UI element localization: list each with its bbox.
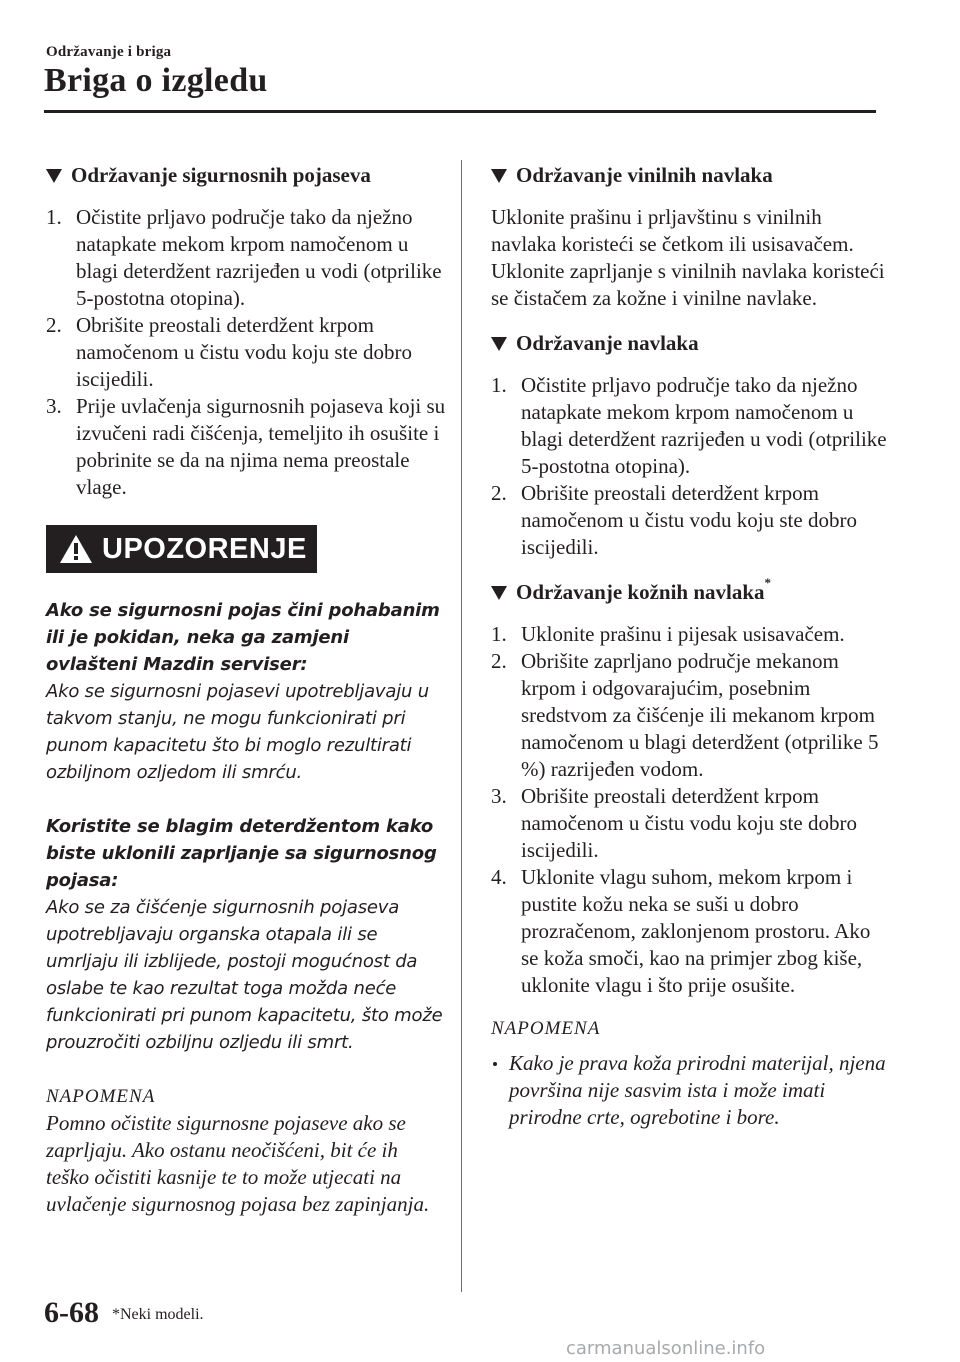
list-item: 2. Obrišite preostali deterdžent krpom namočenom u čistu vodu koju ste dobro iscijedili. xyxy=(491,481,857,559)
footnote: *Neki modeli. xyxy=(112,1306,204,1323)
warning-text-1: Ako se sigurnosni pojasevi upotrebljavaju u takvom stanju, ne mogu funkcionirati pri punom kapacitetu što bi moglo rezultirati ozbiljnom ozljedom ili smrću. xyxy=(46,681,429,783)
watermark: carmanualsonline.info xyxy=(566,1338,766,1359)
left-note xyxy=(46,1083,446,1218)
vinyl-paragraph-2: Uklonite zaprljanje s vinilnih navlaka koristeći se čistačem za kožne i vinilne navlake. xyxy=(491,259,885,310)
warning-title-1: Ako se sigurnosni pojas čini pohabanim ili je pokidan, neka ga zamjeni ovlašteni Mazdin serviser: xyxy=(46,600,440,675)
header-rule xyxy=(44,110,876,113)
list-item: 2. Obrišite zaprljano područje mekanom krpom i odgovarajućim, posebnim sredstvom za čišćenje ili mekanom krpom namočenom u blagi deterdžent (otprilike 5 %) razrijeđen vodom. xyxy=(491,649,879,781)
list-item: 1. Uklonite prašinu i pijesak usisavačem. xyxy=(491,622,845,646)
note-label: NAPOMENA xyxy=(491,1018,601,1039)
list-item: 3. Obrišite preostali deterdžent krpom namočenom u čistu vodu koju ste dobro iscijedili. xyxy=(491,784,857,862)
seatbelt-section-heading xyxy=(46,160,446,190)
note-text: Pomno očistite sigurnosne pojaseve ako se zaprljaju. Ako ostanu neočišćeni, bit će ih teško očistiti kasnije te to može utjecati na uvlačenje sigurnosnog pojasa bez zapinjanja. xyxy=(46,1111,430,1216)
leather-heading-text: Održavanje kožnih navlaka* xyxy=(516,575,772,604)
triangle-bullet-icon xyxy=(46,169,62,183)
covers-steps xyxy=(491,372,891,561)
warning-text-2: Ako se za čišćenje sigurnosnih pojaseva upotrebljavaju organska otapala ili se umrljaju ili izblijede, postoji mogućnost da oslabe te kao rezultat toga možda neće funkcionirati pri punom kapacitetu, što može prouzročiti ozbiljnu ozljedu ili smrt. xyxy=(46,897,443,1053)
seatbelt-heading-text: Održavanje sigurnosnih pojaseva xyxy=(71,163,371,187)
warning-block-1 xyxy=(46,597,446,786)
list-item: 2. Obrišite preostali deterdžent krpom namočenom u čistu vodu koju ste dobro iscijedili. xyxy=(46,313,412,391)
leather-section-heading xyxy=(491,577,891,607)
triangle-bullet-icon xyxy=(491,337,507,351)
warning-badge xyxy=(46,525,317,573)
triangle-bullet-icon xyxy=(491,586,507,600)
vinyl-section-heading xyxy=(491,160,891,190)
triangle-bullet-icon xyxy=(491,169,507,183)
covers-heading-text: Održavanje navlaka xyxy=(516,331,699,355)
right-column xyxy=(491,160,891,1131)
list-item: 1. Očistite prljavo područje tako da nježno natapkate mekom krpom namočenom u blagi deterdžent razrijeđen u vodi (otprilike 5-postotna otopina). xyxy=(46,205,442,310)
warning-label: UPOZORENJE xyxy=(102,532,307,565)
right-note xyxy=(491,1015,891,1131)
list-item: 4. Uklonite vlagu suhom, mekom krpom i pustite kožu neka se suši u dobro prozračenom, zaklonjenom prostoru. Ako se koža smoči, kao na primjer zbog kiše, uklonite vlagu i što prije osušite. xyxy=(491,865,871,997)
list-item: 1. Očistite prljavo područje tako da nježno natapkate mekom krpom namočenom u blagi deterdžent razrijeđen u vodi (otprilike 5-postotna otopina). xyxy=(491,373,887,478)
note-label: NAPOMENA xyxy=(46,1086,156,1107)
note-bullet-item: Kako je prava koža prirodni materijal, njena površina nije sasvim ista i može imati prirodne crte, ogrebotine i bore. xyxy=(491,1050,891,1131)
list-item: 3. Prije uvlačenja sigurnosnih pojaseva koji su izvučeni radi čišćenja, temeljito ih osušite i pobrinite se da na njima nema preostale vlage. xyxy=(46,394,446,499)
warning-block-2 xyxy=(46,813,446,1056)
vinyl-heading-text: Održavanje vinilnih navlaka xyxy=(516,163,773,187)
page-title: Briga o izgledu xyxy=(44,62,268,99)
bullet-dot-icon xyxy=(493,1062,497,1066)
warning-title-2: Koristite se blagim deterdžentom kako biste uklonili zaprljanje sa sigurnosnog pojasa: xyxy=(46,816,437,891)
page-number: 6-68 xyxy=(44,1296,99,1329)
model-footnote-marker: * xyxy=(764,575,772,590)
breadcrumb: Održavanje i briga xyxy=(46,44,172,60)
column-divider xyxy=(461,160,462,1292)
warning-triangle-icon xyxy=(58,533,94,565)
covers-section-heading xyxy=(491,328,891,358)
seatbelt-steps xyxy=(46,204,446,501)
vinyl-paragraph-1: Uklonite prašinu i prljavštinu s vinilnih navlaka koristeći se četkom ili usisavačem. xyxy=(491,205,854,256)
left-column xyxy=(46,160,446,1218)
leather-steps xyxy=(491,621,891,999)
